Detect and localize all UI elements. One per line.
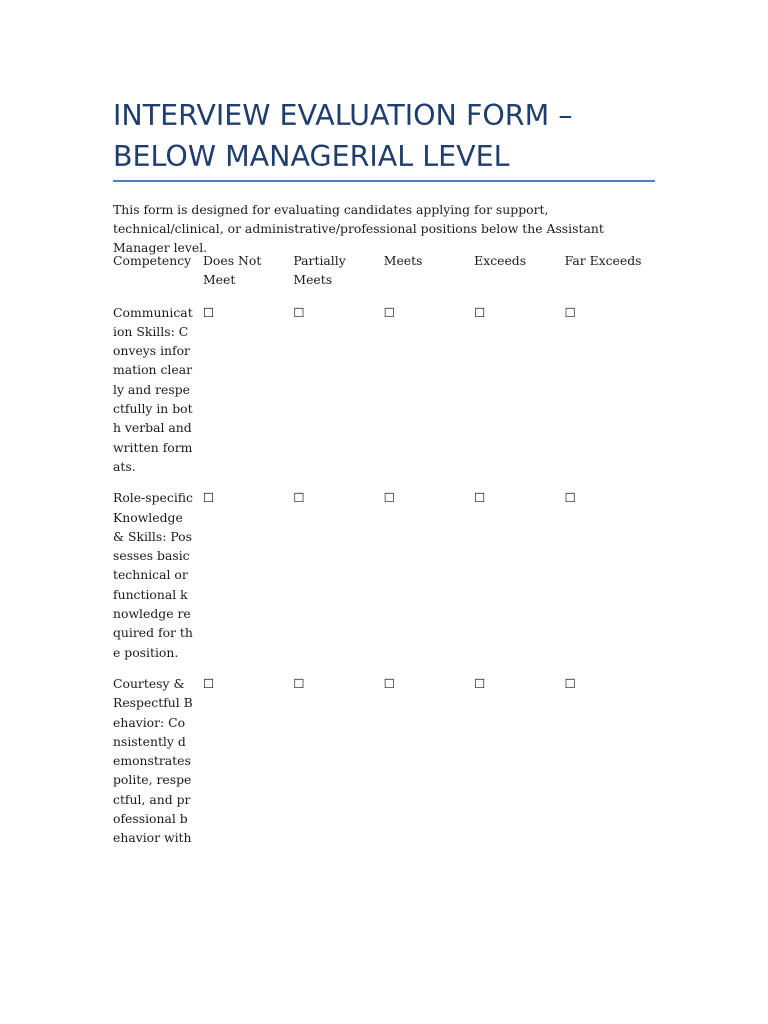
- checkbox-courtesy-exceeds[interactable]: ☐: [474, 675, 486, 691]
- competency-courtesy-respect: Courtesy & Respectful Behavior: Consistently demonstrates polite, respectful, and professional behavior with: [113, 675, 193, 846]
- header-competency: Competency: [113, 253, 192, 268]
- competency-cell: [113, 303, 203, 489]
- table-row: [113, 674, 655, 860]
- checkbox-communication-meets[interactable]: ☐: [383, 304, 395, 320]
- checkbox-communication-exceeds[interactable]: ☐: [474, 304, 486, 320]
- checkbox-communication-does-not-meet[interactable]: ☐: [203, 304, 215, 320]
- intro-paragraph: This form is designed for evaluating candidates applying for support, technical/clinical, or administrative/professional positions below the Assistant Manager level.: [113, 202, 604, 255]
- table-header-row: [113, 251, 655, 303]
- header-partially-meets: Partially Meets: [293, 253, 346, 288]
- table-row: [113, 303, 655, 489]
- table-row: [113, 488, 655, 674]
- checkbox-communication-partially-meets[interactable]: ☐: [293, 304, 305, 320]
- checkbox-knowledge-does-not-meet[interactable]: ☐: [203, 490, 215, 506]
- checkbox-knowledge-partially-meets[interactable]: ☐: [293, 490, 305, 506]
- checkbox-courtesy-meets[interactable]: ☐: [383, 675, 395, 691]
- checkbox-courtesy-far-exceeds[interactable]: ☐: [564, 675, 576, 691]
- competency-cell: [113, 674, 203, 860]
- checkbox-knowledge-far-exceeds[interactable]: ☐: [564, 490, 576, 506]
- header-exceeds: Exceeds: [474, 253, 527, 268]
- checkbox-courtesy-does-not-meet[interactable]: ☐: [203, 675, 215, 691]
- header-meets: Meets: [383, 253, 423, 268]
- checkbox-knowledge-exceeds[interactable]: ☐: [474, 490, 486, 506]
- page-title: INTERVIEW EVALUATION FORM – BELOW MANAGERIAL LEVEL: [113, 99, 573, 173]
- competency-role-specific-knowledge: Role-specific Knowledge & Skills: Possesses basic technical or functional knowledge required for the position.: [113, 490, 194, 660]
- header-does-not-meet: Does Not Meet: [203, 253, 262, 288]
- evaluation-table: [113, 251, 655, 860]
- competency-communication-skills: Communication Skills: Conveys information clearly and respectfully in both verbal and written formats.: [113, 304, 193, 474]
- competency-cell: [113, 488, 203, 674]
- checkbox-knowledge-meets[interactable]: ☐: [383, 490, 395, 506]
- checkbox-courtesy-partially-meets[interactable]: ☐: [293, 675, 305, 691]
- title-underline: [113, 180, 655, 182]
- header-far-exceeds: Far Exceeds: [564, 253, 642, 268]
- checkbox-communication-far-exceeds[interactable]: ☐: [564, 304, 576, 320]
